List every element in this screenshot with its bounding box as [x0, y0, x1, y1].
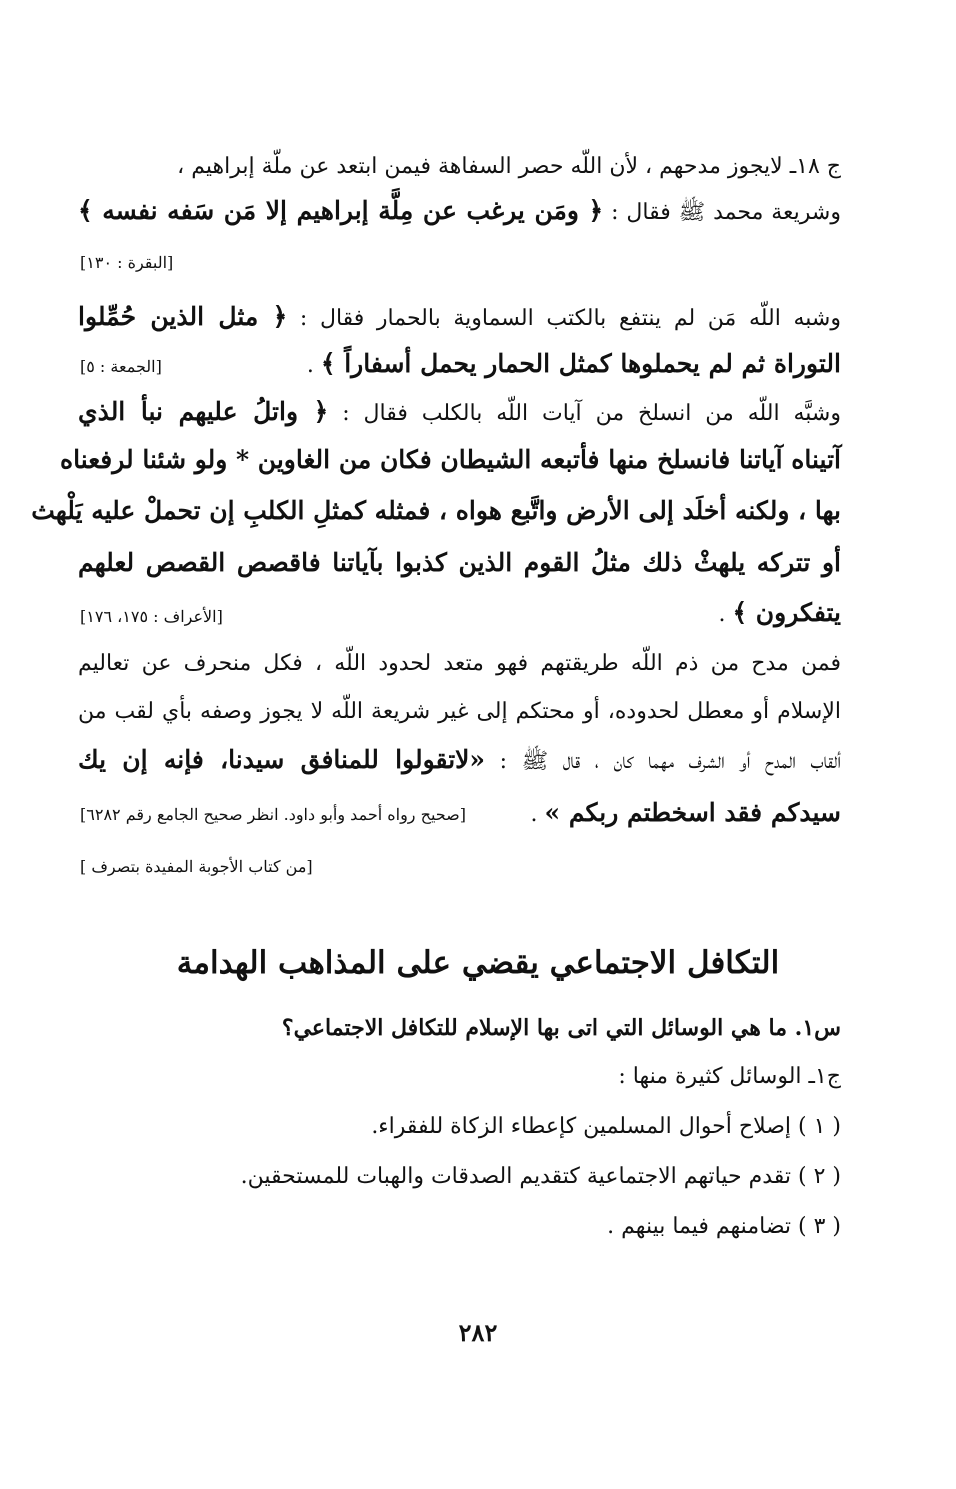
section-title: التكافل الاجتماعي يقضي على المذاهب الهدامة: [176, 945, 780, 981]
body-line: أو تتركه يلهثْ ذلك مثلُ القوم الذين كذبوا بآياتنا فاقصص القصص لعلهم: [78, 548, 841, 577]
verse-reference: [الأعراف : ١٧٥، ١٧٦]: [80, 607, 223, 626]
answer-line: ( ١ ) إصلاح أحوال المسلمين كإعطاء الزكاة للفقراء.: [371, 1114, 841, 1139]
body-line: آتيناه آياتنا فانسلخ منها فأتبعه الشيطان فكان من الغاوين * ولو شئنا لرفعناه: [59, 445, 841, 474]
body-line: يتفكرون ﴾ .: [718, 598, 841, 627]
hadith-reference: [صحيح رواه أحمد وأبو داود. انظر صحيح الجامع رقم ٦٢٨٢]: [80, 805, 466, 824]
verse-reference: [البقرة : ١٣٠]: [80, 253, 174, 272]
body-line: التوراة ثم لم يحملوها كمثل الحمار يحمل أسفاراً ﴾ .: [306, 349, 841, 378]
question: س١. ما هي الوسائل التي اتى بها الإسلام للتكافل الاجتماعي؟: [281, 1015, 841, 1041]
body-line: ألقاب المدح أو الشرف مهما كان ، قال ﷺ : «لاتقولوا للمنافق سيدنا، فإنه إن يك: [78, 745, 842, 774]
verse-reference: [الجمعة : ٥]: [80, 357, 162, 376]
body-line: وشبه اللّه مَن لم ينتفع بالكتب السماوية بالحمار فقال : ﴿ مثل الذين حُمِّلوا: [78, 302, 841, 331]
answer-line: ( ٢ ) تقدم حياتهم الاجتماعية كتقديم الصدقات والهبات للمستحقين.: [240, 1164, 841, 1189]
source-citation: [من كتاب الأجوبة المفيدة بتصرف ]: [80, 857, 313, 876]
body-line: الإسلام أو معطل لحدوده، أو محتكم إلى غير شريعة اللّه لا يجوز وصفه بأي لقب من: [78, 699, 841, 724]
body-line: ج ١٨ـ لايجوز مدحهم ، لأن اللّه حصر السفاهة فيمن ابتعد عن ملّة إبراهيم ،: [177, 154, 841, 179]
body-line: بها ، ولكنه أخلَد إلى الأرض واتَّبع هواه ، فمثله كمثلِ الكلبِ إن تحملْ عليه يَلْهث: [31, 496, 841, 525]
body-line: سيدكم فقد اسخطتم ربكم » .: [530, 798, 841, 827]
answer-line: ( ٣ ) تضامنهم فيما بينهم .: [607, 1214, 841, 1239]
body-line: فمن مدح من ذم اللّه طريقتهم فهو متعد لحدود اللّه ، فكل منحرف عن تعاليم: [78, 651, 841, 676]
body-line: وشريعة محمد ﷺ فقال : ﴿ ومَن يرغب عن مِلَّة إبراهيم إلا مَن سَفه نفسه ﴾: [78, 196, 841, 225]
body-line: وشبَّه اللّه من انسلخ من آيات اللّه بالكلب فقال : ﴿ واتلُ عليهم نبأ الذي: [78, 397, 841, 426]
page-number: ٢٨٢: [458, 1318, 498, 1347]
answer-line: ج١ـ الوسائل كثيرة منها :: [618, 1064, 841, 1089]
